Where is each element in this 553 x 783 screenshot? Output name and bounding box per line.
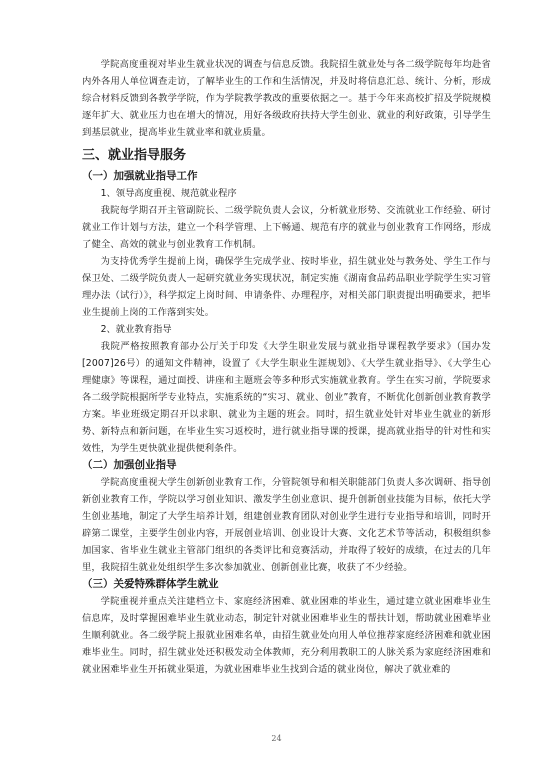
intro-paragraph: 学院高度重视对毕业生就业状况的调查与信息反馈。我院招生就业处与各二级学院每年均赴省内外各用人单位调查走访，了解毕业生的工作和生活情况，并及时将信息汇总、统计、分析，形成综合材料反馈到各教学学院，作为学院教学教改的重要依据之一。基于今年来高校扩招及学院规模逐年扩大、就业压力也在增大的情况，用好各级政府扶持大学生创业、就业的利好政策，引导学生到基层就业，提高毕业生就业率和就业质量。 bbox=[82, 59, 491, 138]
section-title: 三、就业指导服务 bbox=[82, 148, 187, 163]
subsection-3-paragraph-1: 学院重视并重点关注建档立卡、家庭经济困难、就业困难的毕业生，通过建立就业困难毕业生信息库，及时掌握困难毕业生就业动态，制定针对就业困难毕业生的帮扶计划，帮助就业困难毕业生顺利就业。各二级学院上报就业困难名单，由招生就业处向用人单位推荐家庭经济困难和就业困难毕业生。同时，招生就业处还积极发动全体教师，充分利用教职工的人脉关系为家庭经济困难和就业困难毕业生开拓就业渠道，为就业困难毕业生找到合适的就业岗位，解决了就业难的 bbox=[82, 596, 491, 675]
subsection-3-title: （三）关爱特殊群体学生就业 bbox=[82, 578, 219, 590]
page-number: 24 bbox=[271, 734, 282, 743]
subsection-2-title: （二）加强创业指导 bbox=[82, 459, 177, 471]
item-2-paragraph-1: 我院严格按照教育部办公厅关于印发《大学生职业发展与就业指导课程教学要求》（国办发[2007]26号）的通知文件精神，设置了《大学生职业生涯规划》、《大学生就业指导》、《大学生心理健康》等课程，通过面授、讲座和主题班会等多种形式实施就业教育。学生在实习前，学院要求各二级学院根据所学专业特点，实施系统的“实习、就业、创业”教育，不断优化创新创业教育教学方案。毕业班级定期召开以求职、就业为主题的班会。同时，招生就业处针对毕业生就业的新形势、新特点和新问题，在毕业生实习返校时，进行就业指导课的授课，提高就业指导的针对性和实效性，为学生更快就业提供便利条件。 bbox=[82, 341, 491, 454]
item-1-paragraph-1: 我院每学期召开主管副院长、二级学院负责人会议，分析就业形势、交流就业工作经验、研讨就业工作计划与方法，建立一个科学管理、上下畅通、规范有序的就业与创业教育工作网络，形成了健全、高效的就业与创业教育工作机制。 bbox=[82, 205, 491, 250]
subsection-1-title: （一）加强就业指导工作 bbox=[82, 170, 198, 182]
item-1-title: 1、领导高度重视、规范就业程序 bbox=[100, 188, 237, 199]
subsection-2-paragraph-1: 学院高度重视大学生创新创业教育工作，分管院领导和相关职能部门负责人多次调研、指导创新创业教育工作，学院以学习创业知识、激发学生创业意识、提升创新创业技能为目标，依托大学生创业基地，制定了大学生培养计划，组建创业教育团队对创业学生进行专业指导和培训，同时开辟第二课堂，主要学生创业内容，开展创业培训、创业设计大赛、文化艺术节等活动，积极组织参加国家、省毕业生就业主管部门组织的各类评比和竞赛活动，并取得了较好的成绩，在过去的几年里，我院招生就业处组织学生多次参加就业、创新创业比赛，收获了不少经验。 bbox=[82, 477, 491, 573]
item-2-title: 2、就业教育指导 bbox=[100, 324, 172, 335]
item-1-paragraph-2: 为支持优秀学生提前上岗，确保学生完成学业、按时毕业，招生就业处与教务处、学生工作与保卫处、二级学院负责人一起研究就业务实现状况，制定实施《湖南食品药品职业学院学生实习管理办法（试行）》，科学拟定上岗时间、申请条件、办理程序，对相关部门职责提出明确要求，把毕业生提前上岗的工作落到实处。 bbox=[82, 256, 491, 318]
